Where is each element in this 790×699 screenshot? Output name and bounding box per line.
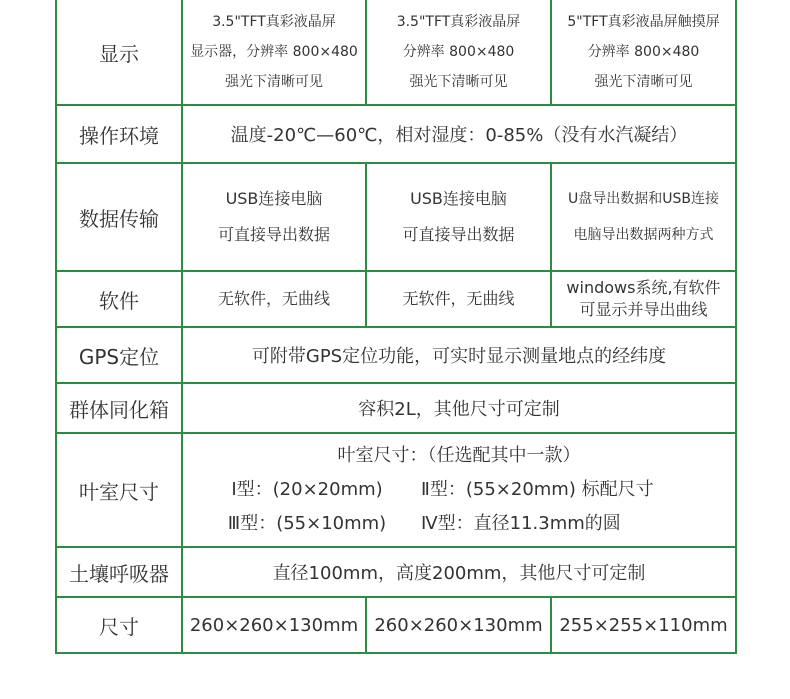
size-col3: 255×255×110mm (551, 597, 736, 653)
display-col3 (551, 0, 736, 105)
display-col3-line3: 强光下清晰可见 (594, 74, 693, 90)
data-transfer-col2-line2: 可直接导出数据 (402, 225, 515, 244)
data-transfer-col2-line1: USB连接电脑 (410, 189, 507, 208)
spec-table (55, 0, 737, 654)
gps-value: 可附带GPS定位功能，可实时显示测量地点的经纬度 (182, 327, 736, 383)
display-col1-line2: 显示器，分辨率 800×480 (190, 44, 358, 60)
row-label-gps: GPS定位 (56, 327, 182, 383)
software-col3 (551, 271, 736, 327)
leaf-type-3: Ⅲ型：(55×10mm) (227, 513, 387, 534)
leaf-chamber-row1 (185, 473, 733, 507)
data-transfer-col3 (551, 163, 736, 271)
size-col2: 260×260×130mm (366, 597, 551, 653)
data-transfer-col2 (366, 163, 551, 271)
row-label-environment: 操作环境 (56, 105, 182, 163)
display-col2-line1: 3.5"TFT真彩液晶屏 (396, 14, 521, 30)
display-col3-line2: 分辨率 800×480 (587, 44, 700, 60)
display-col2-line2: 分辨率 800×480 (402, 44, 515, 60)
display-col1 (182, 0, 366, 105)
software-col3-line2: 可显示并导出曲线 (579, 300, 708, 319)
box-value: 容积2L，其他尺寸可定制 (182, 383, 736, 433)
row-label-display: 显示 (56, 0, 182, 105)
row-box (56, 383, 736, 433)
data-transfer-col3-line1: U盘导出数据和USB连接 (568, 191, 719, 207)
row-data-transfer (56, 163, 736, 271)
display-col2-line3: 强光下清晰可见 (409, 74, 508, 90)
data-transfer-col1 (182, 163, 366, 271)
row-label-software: 软件 (56, 271, 182, 327)
data-transfer-col1-line1: USB连接电脑 (225, 189, 323, 208)
leaf-chamber-content (182, 433, 736, 547)
data-transfer-col3-line2: 电脑导出数据两种方式 (573, 227, 714, 243)
row-soil (56, 547, 736, 597)
environment-value: 温度-20℃—60℃，相对湿度：0-85%（没有水汽凝结） (182, 105, 736, 163)
display-col2 (366, 0, 551, 105)
display-col3-line1: 5"TFT真彩液晶屏触摸屏 (567, 14, 720, 30)
row-label-leaf-chamber: 叶室尺寸 (56, 433, 182, 547)
row-label-soil: 土壤呼吸器 (56, 547, 182, 597)
row-size (56, 597, 736, 653)
software-col2: 无软件，无曲线 (366, 271, 551, 327)
row-gps (56, 327, 736, 383)
leaf-type-1: Ⅰ型：(20×20mm) (231, 479, 383, 500)
row-display (56, 0, 736, 105)
row-software (56, 271, 736, 327)
row-label-size: 尺寸 (56, 597, 182, 653)
display-col1-line3: 强光下清晰可见 (225, 74, 323, 90)
display-col1-line1: 3.5"TFT真彩液晶屏 (212, 14, 336, 30)
row-leaf-chamber (56, 433, 736, 547)
leaf-chamber-row2 (185, 507, 733, 541)
row-label-box: 群体同化箱 (56, 383, 182, 433)
software-col1: 无软件，无曲线 (182, 271, 366, 327)
row-label-data-transfer: 数据传输 (56, 163, 182, 271)
software-col3-line1: windows系统,有软件 (566, 278, 721, 297)
soil-value: 直径100mm，高度200mm，其他尺寸可定制 (182, 547, 736, 597)
row-environment (56, 105, 736, 163)
leaf-type-4: Ⅳ型：直径11.3mm的圆 (421, 513, 621, 534)
size-col1: 260×260×130mm (182, 597, 366, 653)
leaf-type-2: Ⅱ型：(55×20mm) 标配尺寸 (421, 479, 654, 500)
leaf-chamber-title: 叶室尺寸：（任选配其中一款） (337, 445, 581, 466)
data-transfer-col1-line2: 可直接导出数据 (217, 225, 330, 244)
